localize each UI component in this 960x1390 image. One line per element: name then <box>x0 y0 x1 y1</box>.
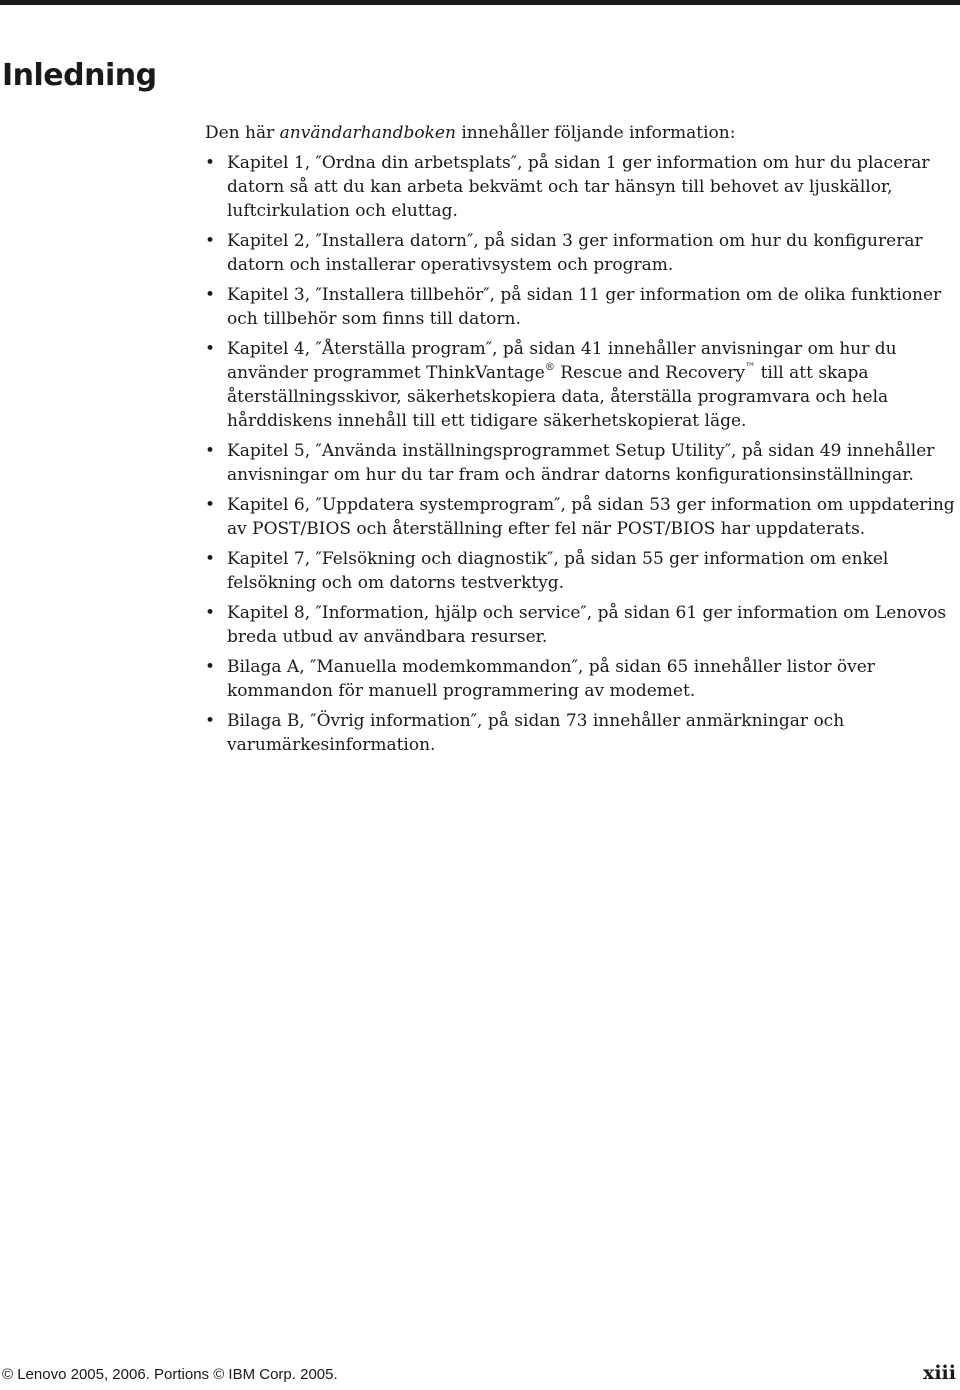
list-item-chapter-7 <box>205 547 957 595</box>
chapter-4-text-part3: till att skapa återställningsskivor, säkerhetskopiera data, återställa programvara och hela hårddiskens innehåll till ett tidigare säkerhetskopierat läge. <box>227 363 889 431</box>
appendix-a-text: Bilaga A, ″Manuella modemkommandon″, på sidan 65 innehåller listor över kommandon för manuell programmering av modemet. <box>227 657 875 701</box>
page-number: xiii <box>923 1362 956 1384</box>
top-rule <box>0 0 960 5</box>
list-item-chapter-2 <box>205 229 957 277</box>
intro-italic: användarhandboken <box>279 123 456 143</box>
intro-prefix: Den här <box>205 123 280 143</box>
chapter-5-text: Kapitel 5, ″Använda inställningsprogrammet Setup Utility″, på sidan 49 innehåller anvisningar om hur du tar fram och ändrar datorns konfigurationsinställningar. <box>227 441 935 485</box>
intro-paragraph <box>205 121 957 145</box>
chapter-4-text-part2: Rescue and Recovery <box>554 363 746 383</box>
list-item-chapter-5 <box>205 439 957 487</box>
footer-copyright: © Lenovo 2005, 2006. Portions © IBM Corp. 2005. <box>2 1366 338 1383</box>
registered-mark: ® <box>544 362 555 373</box>
list-item-chapter-4 <box>205 337 957 433</box>
main-content <box>205 121 957 763</box>
list-item-chapter-8 <box>205 601 957 649</box>
chapter-4-text-part1: Kapitel 4, ″Återställa program″, på sidan 41 innehåller anvisningar om hur du använder programmet ThinkVantage <box>227 339 897 383</box>
bullet-icon: • <box>205 603 216 623</box>
bullet-icon: • <box>205 153 216 173</box>
bullet-icon: • <box>205 339 216 359</box>
intro-suffix: innehåller följande information: <box>455 123 736 143</box>
chapter-list <box>205 151 957 757</box>
appendix-b-text: Bilaga B, ″Övrig information″, på sidan 73 innehåller anmärkningar och varumärkesinformation. <box>227 711 845 755</box>
bullet-icon: • <box>205 231 216 251</box>
list-item-chapter-3 <box>205 283 957 331</box>
page-title: Inledning <box>2 58 157 93</box>
chapter-7-text: Kapitel 7, ″Felsökning och diagnostik″, på sidan 55 ger information om enkel felsökning och om datorns testverktyg. <box>227 549 889 593</box>
bullet-icon: • <box>205 549 216 569</box>
list-item-chapter-6 <box>205 493 957 541</box>
bullet-icon: • <box>205 441 216 461</box>
chapter-6-text: Kapitel 6, ″Uppdatera systemprogram″, på sidan 53 ger information om uppdatering av POST/BIOS och återställning efter fel när POST/BIOS har uppdaterats. <box>227 495 955 539</box>
chapter-2-text: Kapitel 2, ″Installera datorn″, på sidan 3 ger information om hur du konfigurerar datorn och installerar operativsystem och program. <box>227 231 923 275</box>
list-item-appendix-b <box>205 709 957 757</box>
bullet-icon: • <box>205 285 216 305</box>
list-item-appendix-a <box>205 655 957 703</box>
chapter-8-text: Kapitel 8, ″Information, hjälp och service″, på sidan 61 ger information om Lenovos breda utbud av användbara resurser. <box>227 603 947 647</box>
bullet-icon: • <box>205 495 216 515</box>
list-item-chapter-1 <box>205 151 957 223</box>
chapter-1-text: Kapitel 1, ″Ordna din arbetsplats″, på sidan 1 ger information om hur du placerar datorn så att du kan arbeta bekvämt och tar hänsyn till behovet av ljuskällor, luftcirkulation och eluttag. <box>227 153 930 221</box>
bullet-icon: • <box>205 657 216 677</box>
trademark-mark: ™ <box>745 362 756 373</box>
chapter-3-text: Kapitel 3, ″Installera tillbehör″, på sidan 11 ger information om de olika funktioner och tillbehör som finns till datorn. <box>227 285 942 329</box>
bullet-icon: • <box>205 711 216 731</box>
